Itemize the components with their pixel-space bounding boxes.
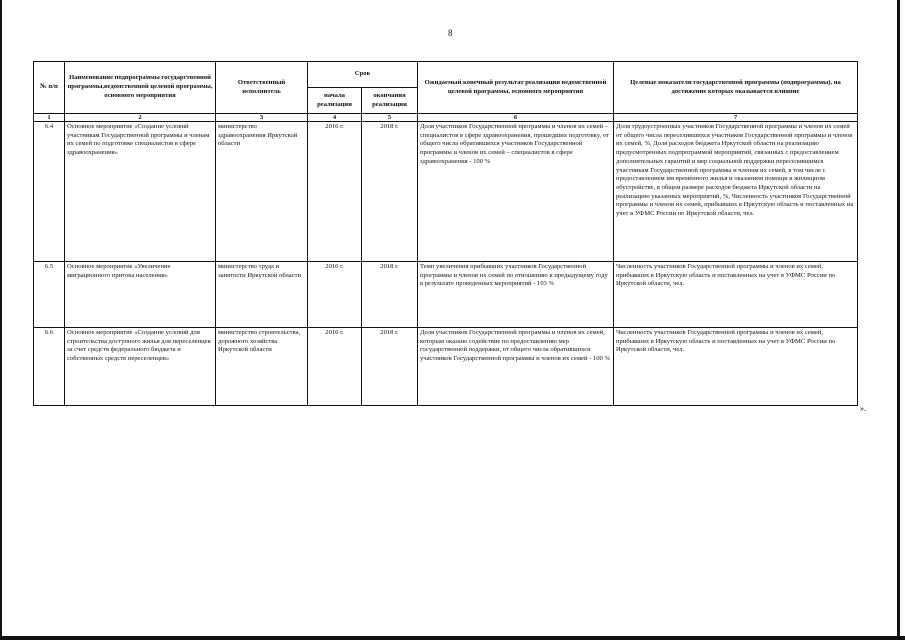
scan-edge-left <box>0 0 2 640</box>
row-indicators: Численность участников Государственной программы и членов их семей, прибывших в Иркутскую область и поставленных на учет в УФМС России по Иркутской области, чел. <box>614 328 858 406</box>
column-numbers-row <box>34 114 858 122</box>
row-end: 2018 г. <box>362 122 418 262</box>
header-indicators: Целевые показатели государственной программы (подпрограммы), на достижение которых оказывается влияние <box>614 62 858 114</box>
row-number: 6.5 <box>34 262 65 328</box>
row-name: Основное мероприятие «Создание условий участникам Государственной программы и членам их семей по подготовке специалистов в сфере здравоохранения» <box>65 122 216 262</box>
header-responsible: Ответственный исполнитель <box>216 62 308 114</box>
column-number: 2 <box>65 114 216 122</box>
row-number: 6.4 <box>34 122 65 262</box>
row-number: 6.6 <box>34 328 65 406</box>
row-end: 2018 г. <box>362 262 418 328</box>
header-result: Ожидаемый конечный результат реализации ведомственной целевой программы, основного мероприятия <box>418 62 614 114</box>
row-name: Основное мероприятие «Увеличение миграционного притока населения» <box>65 262 216 328</box>
column-number: 4 <box>308 114 362 122</box>
column-number: 1 <box>34 114 65 122</box>
page-number: 8 <box>448 28 453 38</box>
closing-quote-mark: ». <box>860 404 866 413</box>
header-term-start: начала реализации <box>308 88 362 114</box>
row-indicators: Численность участников Государственной программы и членов их семей, прибывших в Иркутскую область и поставленных на учет в УФМС России по Иркутской области, чел. <box>614 262 858 328</box>
row-end: 2018 г. <box>362 328 418 406</box>
scan-edge-bottom <box>0 636 905 640</box>
header-term-end: окончания реализации <box>362 88 418 114</box>
column-number: 5 <box>362 114 418 122</box>
row-start: 2016 г. <box>308 122 362 262</box>
row-start: 2016 г. <box>308 262 362 328</box>
row-result: Темп увеличения прибывших участников Государственной программы и членов их семей по отношению к предыдущему году в результате проведенных мероприятий - 103 % <box>418 262 614 328</box>
column-number: 7 <box>614 114 858 122</box>
row-responsible: министерство строительства, дорожного хозяйства Иркутской области <box>216 328 308 406</box>
scan-edge-right <box>897 0 900 640</box>
program-table <box>33 61 858 406</box>
column-number: 6 <box>418 114 614 122</box>
row-start: 2016 г. <box>308 328 362 406</box>
row-responsible: министерство труда и занятости Иркутской области <box>216 262 308 328</box>
row-indicators: Доля трудоустроенных участников Государственной программы и членов их семей от общего числа переселившихся участников Государственной программы и членов их семей, %, Доля расходов бюджета Иркутской области на реализацию предусмотренных подпрограммой мероприятий, связанных с предоставлением дополнительных гарантий и мер социальной поддержки переселившимся участникам Государственной программы и членам их семей, в том числе с предоставлением им временного жилья и оказанием помощи в жилищном обустройстве, в общем размере расходов бюджета Иркутской области на реализацию указанных мероприятий, %, Численность участников Государственной программы и членов их семей, прибывших в Иркутскую область и поставленных на учет в УФМС России по Иркутской области, чел. <box>614 122 858 262</box>
row-result: Доля участников Государственной программы и членов их семей – специалистов в сфере здравоохранения, прошедших подготовку, от общего числа обратившихся участников Государственной программы и членов их семей – специалистов в сфере здравоохранения - 100 % <box>418 122 614 262</box>
table-row <box>34 328 858 406</box>
row-result: Доля участников Государственной программы и членов их семей, которым оказано содействие по предоставлению мер государственной поддержки, от общего числа обратившихся участников Государственной программы и членов их семей - 100 % <box>418 328 614 406</box>
row-responsible: министерство здравоохранения Иркутской области <box>216 122 308 262</box>
table-row <box>34 262 858 328</box>
table-row <box>34 122 858 262</box>
header-name: Наименование подпрограммы государственной программы,ведомственной целевой программы, основного мероприятия <box>65 62 216 114</box>
column-number: 3 <box>216 114 308 122</box>
header-num: № п/п <box>34 62 65 114</box>
row-name: Основное мероприятие «Создание условий для строительства доступного жилья для переселенцев за счет средств федерального бюджета и собственных средств переселенцев» <box>65 328 216 406</box>
header-term: Срок <box>308 62 418 88</box>
